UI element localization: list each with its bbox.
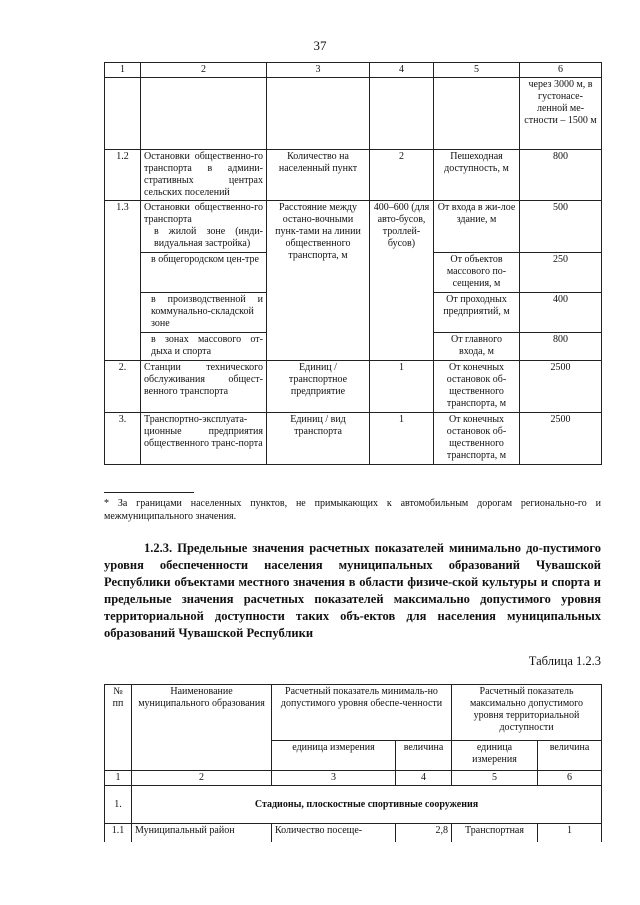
col-number: 1	[105, 63, 141, 78]
value: 1	[538, 824, 602, 842]
section-title: Стадионы, плоскостные спортивные сооружения	[132, 786, 602, 824]
cell	[434, 78, 520, 150]
cell	[141, 78, 267, 150]
table-caption: Таблица 1.2.3	[528, 654, 601, 668]
sports-table	[104, 684, 602, 842]
object-name: Остановки общественно-го транспорта в админи-стративных центрах сельских поселений	[141, 150, 267, 201]
object-name-main: Остановки общественно-го транспорта	[144, 202, 263, 225]
unit: Пешеходная доступность, м	[434, 150, 520, 201]
footnote-separator	[104, 492, 194, 493]
transport-table	[104, 62, 602, 465]
object-subtype: в производственной и коммунально-складской зоне	[141, 293, 267, 333]
col-number: 6	[520, 63, 602, 78]
col-number: 4	[396, 771, 452, 786]
header-name: Наименование муниципального образования	[132, 685, 272, 771]
cell	[267, 78, 370, 150]
value: 2500	[520, 361, 602, 413]
header-max-indicator: Расчетный показатель максимально допустимого уровня территориальной доступности	[452, 685, 602, 741]
table-row	[105, 201, 602, 253]
value: 2,8	[396, 824, 452, 842]
value: 400	[520, 293, 602, 333]
footnote: * За границами населенных пунктов, не примыкающих к автомобильным дорогам регионально-го и межмуниципального значения.	[104, 498, 601, 522]
table-row	[105, 150, 602, 201]
header-min-indicator: Расчетный показатель минималь-но допустимого уровня обеспе-ченности	[272, 685, 452, 741]
unit: От конечных остановок об-щественного транспорта, м	[434, 361, 520, 413]
indicator: Количество на населенный пункт	[267, 150, 370, 201]
table-header-row	[105, 63, 602, 78]
object-name: Станции технического обслуживания общест-венного транспорта	[141, 361, 267, 413]
col-number: 3	[272, 771, 396, 786]
row-number: 1.3	[105, 201, 141, 361]
row-number: 1.1	[105, 824, 132, 842]
section-heading: 1.2.3. Предельные значения расчетных показателей минимально до-пустимого уровня обеспеченности населения муниципальных образований Чувашской Республики объектами местного значения в области физиче-ской культуры и спорта и предельные значения расчетных показателей максимально допустимого уровня территориальной доступности таких объ-ектов для населения муниципальных образований Чувашской Республики	[104, 541, 601, 640]
object-name	[141, 201, 267, 253]
object-subtype: в жилой зоне (инди-видуальная застройка)	[154, 226, 263, 249]
cell: через 3000 м, в густонасе-ленной ме-стности – 1500 м	[520, 78, 602, 150]
header-number: № пп	[105, 685, 132, 771]
col-number: 1	[105, 771, 132, 786]
value: 400–600 (для авто-бусов, троллей-бусов)	[370, 201, 434, 361]
value: 250	[520, 253, 602, 293]
object-name: Транспортно-эксплуата-ционные предприятия общественного транс-порта	[141, 413, 267, 465]
row-number: 1.2	[105, 150, 141, 201]
unit: От конечных остановок об-щественного транспорта, м	[434, 413, 520, 465]
row-number: 1.	[105, 786, 132, 824]
value: 1	[370, 413, 434, 465]
col-number: 5	[434, 63, 520, 78]
table-header-row	[105, 771, 602, 786]
value: 800	[520, 150, 602, 201]
value: 800	[520, 333, 602, 361]
value: 2500	[520, 413, 602, 465]
row-number: 3.	[105, 413, 141, 465]
indicator: Единиц / транспортное предприятие	[267, 361, 370, 413]
indicator: Расстояние между остано-вочными пунк-тами на линии общественного транспорта, м	[267, 201, 370, 361]
col-number: 2	[141, 63, 267, 78]
col-number: 5	[452, 771, 538, 786]
unit: От объектов массового по-сещения, м	[434, 253, 520, 293]
col-number: 3	[267, 63, 370, 78]
indicator: Количество посеще-	[272, 824, 396, 842]
table-row	[105, 361, 602, 413]
table-row	[105, 78, 602, 150]
table-row	[105, 824, 602, 842]
header-value: величина	[538, 741, 602, 771]
unit: От входа в жи-лое здание, м	[434, 201, 520, 253]
unit: Транспортная	[452, 824, 538, 842]
row-number: 2.	[105, 361, 141, 413]
header-value: величина	[396, 741, 452, 771]
table-row	[105, 413, 602, 465]
value: 2	[370, 150, 434, 201]
object-name: Муниципальный район	[132, 824, 272, 842]
header-unit: единица измерения	[452, 741, 538, 771]
page-number: 37	[313, 38, 327, 53]
cell	[370, 78, 434, 150]
table-header-row	[105, 685, 602, 741]
cell	[105, 78, 141, 150]
col-number: 6	[538, 771, 602, 786]
table-row	[105, 786, 602, 824]
indicator: Единиц / вид транспорта	[267, 413, 370, 465]
col-number: 4	[370, 63, 434, 78]
unit: От главного входа, м	[434, 333, 520, 361]
object-subtype: в общегородском цен-тре	[141, 253, 267, 293]
col-number: 2	[132, 771, 272, 786]
value: 1	[370, 361, 434, 413]
header-unit: единица измерения	[272, 741, 396, 771]
value: 500	[520, 201, 602, 253]
unit: От проходных предприятий, м	[434, 293, 520, 333]
object-subtype: в зонах массового от-дыха и спорта	[141, 333, 267, 361]
